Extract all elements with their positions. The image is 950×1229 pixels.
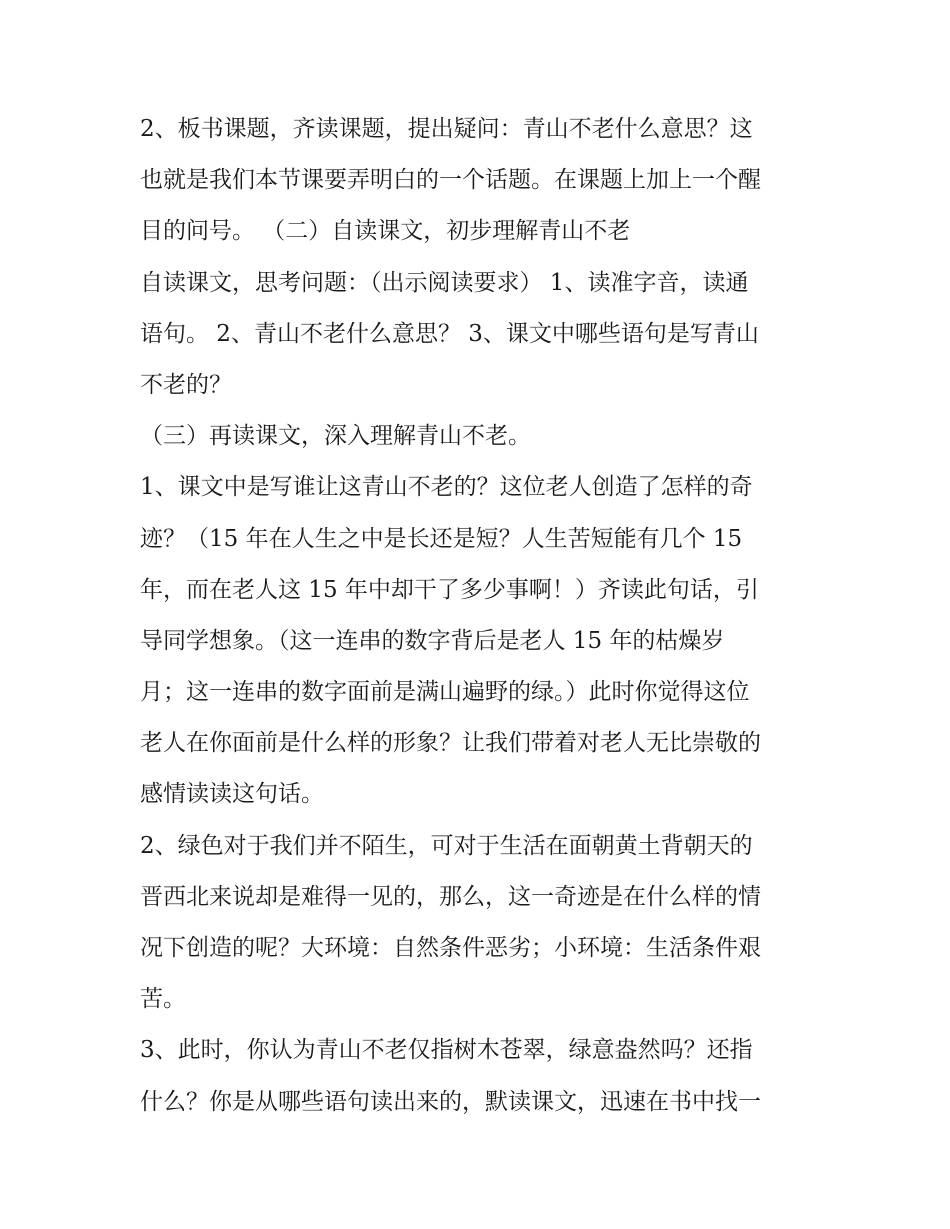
text-line: 2、绿色对于我们并不陌生，可对于生活在面朝黄土背朝天的 — [140, 832, 753, 859]
text-line: 什么？你是从哪些语句读出来的，默读课文，迅速在书中找一 — [140, 1088, 761, 1115]
text-line: 自读课文，思考问题：（出示阅读要求） 1、读准字音，读通 — [140, 269, 749, 296]
text-line: 语句。 2、青山不老什么意思？ 3、课文中哪些语句是写青山 — [140, 320, 759, 347]
text-line: （三）再读课文，深入理解青山不老。 — [140, 423, 531, 450]
text-line: 2、板书课题，齐读课题，提出疑问：青山不老什么意思？这 — [140, 116, 753, 142]
document-body — [140, 104, 820, 1128]
text-line: 感情读读这句话。 — [140, 781, 324, 808]
text-line: 月；这一连串的数字面前是满山遍野的绿。）此时你觉得这位 — [140, 679, 750, 706]
text-line: 3、此时，你认为青山不老仅指树木苍翠，绿意盎然吗？还指 — [140, 1037, 753, 1064]
text-line: 也就是我们本节课要弄明白的一个话题。在课题上加上一个醒 — [140, 167, 761, 194]
text-line: 晋西北来说却是难得一见的，那么，这一奇迹是在什么样的情 — [140, 883, 761, 910]
text-line: 1、课文中是写谁让这青山不老的？这位老人创造了怎样的奇 — [140, 474, 753, 501]
text-line: 苦。 — [140, 986, 186, 1013]
text-line: 目的问号。 （二）自读课文，初步理解青山不老 — [140, 218, 631, 245]
text-line: 迹？（15 年在人生之中是长还是短？人生苦短能有几个 15 — [140, 525, 743, 552]
text-line: 不老的？ — [140, 371, 232, 398]
text-line: 导同学想象。（这一连串的数字背后是老人 15 年的枯燥岁 — [140, 627, 725, 654]
text-line: 老人在你面前是什么样的形象？让我们带着对老人无比崇敬的 — [140, 730, 761, 757]
text-line: 年，而在老人这 15 年中却干了多少事啊！）齐读此句话，引 — [140, 576, 759, 603]
text-line: 况下创造的呢？大环境：自然条件恶劣；小环境：生活条件艰 — [140, 935, 761, 961]
